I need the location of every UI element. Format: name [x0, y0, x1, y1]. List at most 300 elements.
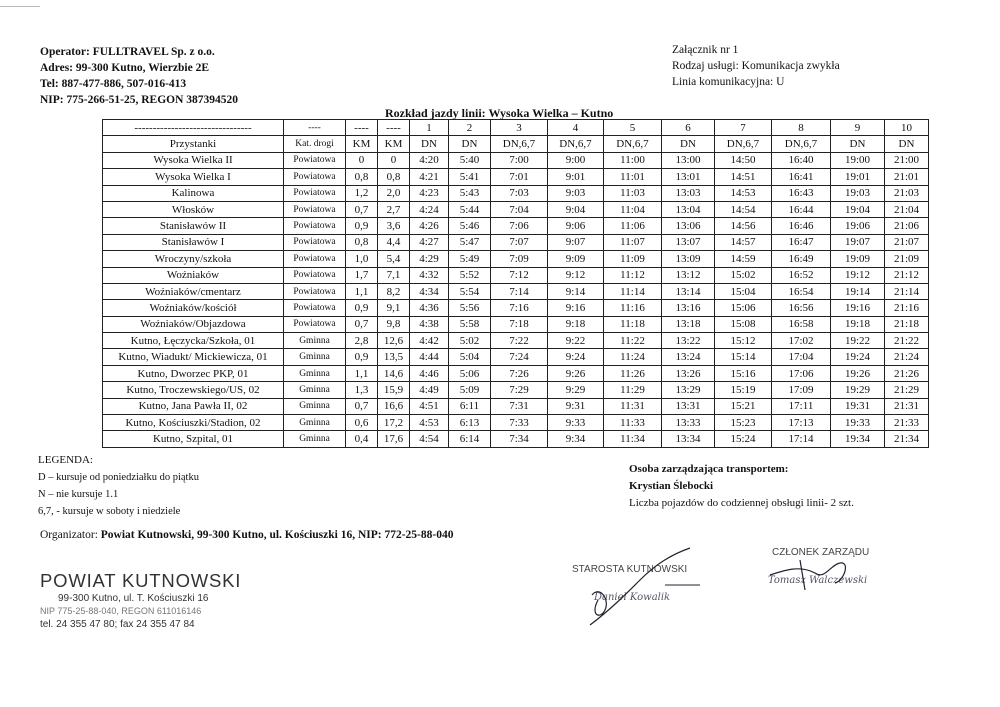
- distance-cell: KM: [378, 136, 410, 152]
- annex-info: [672, 42, 840, 90]
- departure-cell: 13:06: [662, 218, 715, 234]
- departure-cell: 7:06: [491, 218, 548, 234]
- departure-cell: 4:32: [410, 267, 449, 283]
- departure-cell: 9:09: [548, 251, 604, 267]
- signature-name: Tomasz Walczewski: [768, 575, 868, 586]
- distance-cell: 1,2: [346, 185, 378, 201]
- departure-cell: 5:09: [449, 382, 491, 398]
- departure-cell: 5:46: [449, 218, 491, 234]
- departure-cell: 9:14: [548, 283, 604, 299]
- departure-cell: 16:44: [772, 201, 831, 217]
- departure-cell: 11:07: [604, 234, 662, 250]
- departure-cell: 19:29: [831, 382, 885, 398]
- legend: [38, 452, 199, 520]
- departure-cell: 13:26: [662, 365, 715, 381]
- road-category-cell: Powiatowa: [284, 267, 346, 283]
- table-row: [103, 300, 929, 316]
- departure-cell: 15:19: [715, 382, 772, 398]
- departure-cell: 3: [491, 120, 548, 136]
- departure-cell: 21:09: [885, 251, 929, 267]
- legend-item: 6,7, - kursuje w soboty i niedziele: [38, 506, 181, 517]
- departure-cell: 21:03: [885, 185, 929, 201]
- departure-cell: 14:50: [715, 152, 772, 168]
- departure-cell: 4:38: [410, 316, 449, 332]
- departure-cell: 19:06: [831, 218, 885, 234]
- table-row: [103, 169, 929, 185]
- distance-cell: ----: [346, 120, 378, 136]
- departure-cell: 13:34: [662, 431, 715, 447]
- departure-cell: 16:58: [772, 316, 831, 332]
- departure-cell: 9:34: [548, 431, 604, 447]
- distance-cell: 13,5: [378, 349, 410, 365]
- departure-cell: 21:01: [885, 169, 929, 185]
- departure-cell: 9: [831, 120, 885, 136]
- distance-cell: 0,7: [346, 201, 378, 217]
- departure-cell: 7:26: [491, 365, 548, 381]
- departure-cell: 19:31: [831, 398, 885, 414]
- road-category-cell: Kat. drogi: [284, 136, 346, 152]
- departure-cell: 19:09: [831, 251, 885, 267]
- departure-cell: 14:57: [715, 234, 772, 250]
- departure-cell: 7:03: [491, 185, 548, 201]
- organizer-value: Powiat Kutnowski, 99-300 Kutno, ul. Kościuszki 16, NIP: 772-25-88-040: [100, 529, 454, 541]
- departure-cell: DN,6,7: [772, 136, 831, 152]
- departure-cell: 7:22: [491, 333, 548, 349]
- road-category-cell: Gminna: [284, 382, 346, 398]
- road-category-cell: Powiatowa: [284, 283, 346, 299]
- road-category-cell: Powiatowa: [284, 218, 346, 234]
- distance-cell: 9,1: [378, 300, 410, 316]
- stop-cell: Woźniaków/kościół: [103, 300, 284, 316]
- departure-cell: 7:14: [491, 283, 548, 299]
- departure-cell: 4:26: [410, 218, 449, 234]
- manager-name: Krystian Ślebocki: [629, 480, 714, 492]
- departure-cell: 4:34: [410, 283, 449, 299]
- road-category-cell: Powiatowa: [284, 234, 346, 250]
- departure-cell: 11:18: [604, 316, 662, 332]
- distance-cell: 0,8: [346, 234, 378, 250]
- table-row: [103, 283, 929, 299]
- distance-cell: 0,9: [346, 300, 378, 316]
- stop-cell: Woźniaków/cmentarz: [103, 283, 284, 299]
- departure-cell: 4:36: [410, 300, 449, 316]
- departure-cell: 19:18: [831, 316, 885, 332]
- distance-cell: KM: [346, 136, 378, 152]
- departure-cell: 21:34: [885, 431, 929, 447]
- departure-cell: 9:12: [548, 267, 604, 283]
- departure-cell: 5:04: [449, 349, 491, 365]
- departure-cell: 16:49: [772, 251, 831, 267]
- departure-cell: 4:23: [410, 185, 449, 201]
- departure-cell: 8: [772, 120, 831, 136]
- table-row: [103, 316, 929, 332]
- board-member-signature: [760, 535, 910, 605]
- departure-cell: 17:13: [772, 415, 831, 431]
- distance-cell: 12,6: [378, 333, 410, 349]
- departure-cell: 19:03: [831, 185, 885, 201]
- distance-cell: 2,0: [378, 185, 410, 201]
- departure-cell: 21:00: [885, 152, 929, 168]
- departure-cell: DN: [662, 136, 715, 152]
- departure-cell: 21:31: [885, 398, 929, 414]
- schedule-title: Rozkład jazdy linii: Wysoka Wielka – Kutno: [385, 106, 614, 120]
- road-category-cell: Gminna: [284, 415, 346, 431]
- signature-name: Daniel Kowalik: [594, 592, 671, 603]
- departure-cell: 16:41: [772, 169, 831, 185]
- departure-cell: 4:27: [410, 234, 449, 250]
- departure-cell: 2: [449, 120, 491, 136]
- departure-cell: 21:06: [885, 218, 929, 234]
- departure-cell: 1: [410, 120, 449, 136]
- starosta-signature: [570, 540, 720, 630]
- departure-cell: 15:08: [715, 316, 772, 332]
- distance-cell: 0,6: [346, 415, 378, 431]
- departure-cell: 4:21: [410, 169, 449, 185]
- stop-cell: Kalinowa: [103, 185, 284, 201]
- distance-cell: 3,6: [378, 218, 410, 234]
- departure-cell: 16:56: [772, 300, 831, 316]
- departure-cell: 6:13: [449, 415, 491, 431]
- stamp-address: 99-300 Kutno, ul. T. Kościuszki 16: [58, 593, 209, 604]
- departure-cell: 9:07: [548, 234, 604, 250]
- departure-cell: 13:16: [662, 300, 715, 316]
- road-category-cell: Powiatowa: [284, 152, 346, 168]
- departure-cell: 21:07: [885, 234, 929, 250]
- distance-cell: 1,1: [346, 283, 378, 299]
- distance-cell: 1,3: [346, 382, 378, 398]
- departure-cell: 9:24: [548, 349, 604, 365]
- departure-cell: 13:33: [662, 415, 715, 431]
- departure-cell: 21:24: [885, 349, 929, 365]
- departure-cell: 9:06: [548, 218, 604, 234]
- departure-cell: 21:18: [885, 316, 929, 332]
- departure-cell: 7:09: [491, 251, 548, 267]
- departure-cell: 11:01: [604, 169, 662, 185]
- departure-cell: 7:04: [491, 201, 548, 217]
- departure-cell: 15:24: [715, 431, 772, 447]
- departure-cell: 17:14: [772, 431, 831, 447]
- departure-cell: 16:47: [772, 234, 831, 250]
- departure-cell: 7:24: [491, 349, 548, 365]
- distance-cell: 8,2: [378, 283, 410, 299]
- departure-cell: 5:02: [449, 333, 491, 349]
- table-row: [103, 152, 929, 168]
- departure-cell: 19:04: [831, 201, 885, 217]
- departure-cell: 11:03: [604, 185, 662, 201]
- departure-cell: 13:31: [662, 398, 715, 414]
- departure-cell: 9:16: [548, 300, 604, 316]
- departure-cell: 11:00: [604, 152, 662, 168]
- departure-cell: 11:16: [604, 300, 662, 316]
- departure-cell: 19:01: [831, 169, 885, 185]
- departure-cell: DN: [885, 136, 929, 152]
- stop-cell: Kutno, Dworzec PKP, 01: [103, 365, 284, 381]
- departure-cell: DN,6,7: [491, 136, 548, 152]
- road-category-cell: Powiatowa: [284, 201, 346, 217]
- departure-cell: 11:31: [604, 398, 662, 414]
- departure-cell: 21:26: [885, 365, 929, 381]
- departure-cell: 4:51: [410, 398, 449, 414]
- vehicle-count: Liczba pojazdów do codziennej obsługi linii- 2 szt.: [629, 497, 854, 509]
- departure-cell: 13:22: [662, 333, 715, 349]
- departure-cell: 17:09: [772, 382, 831, 398]
- distance-cell: 17,2: [378, 415, 410, 431]
- departure-cell: DN: [449, 136, 491, 152]
- distance-cell: 9,8: [378, 316, 410, 332]
- departure-cell: 17:06: [772, 365, 831, 381]
- departure-cell: 5:41: [449, 169, 491, 185]
- departure-cell: 7:12: [491, 267, 548, 283]
- departure-cell: 15:23: [715, 415, 772, 431]
- stop-cell: Kutno, Szpital, 01: [103, 431, 284, 447]
- departure-cell: 4:20: [410, 152, 449, 168]
- departure-cell: 6:14: [449, 431, 491, 447]
- departure-cell: 11:04: [604, 201, 662, 217]
- road-category-cell: Gminna: [284, 431, 346, 447]
- organizer-label: Organizator:: [40, 529, 98, 541]
- departure-cell: 7:34: [491, 431, 548, 447]
- departure-cell: 5: [604, 120, 662, 136]
- departure-cell: 16:54: [772, 283, 831, 299]
- departure-cell: 15:21: [715, 398, 772, 414]
- table-row: [103, 349, 929, 365]
- distance-cell: 0,7: [346, 316, 378, 332]
- departure-cell: 19:26: [831, 365, 885, 381]
- legend-item: N – nie kursuje 1.1: [38, 489, 119, 500]
- table-row: [103, 398, 929, 414]
- departure-cell: 5:40: [449, 152, 491, 168]
- stamp-ids: NIP 775-25-88-040, REGON 611016146: [40, 606, 202, 616]
- departure-cell: 5:44: [449, 201, 491, 217]
- organizer-info: [40, 529, 453, 541]
- departure-cell: 9:29: [548, 382, 604, 398]
- departure-cell: 21:33: [885, 415, 929, 431]
- distance-cell: 5,4: [378, 251, 410, 267]
- departure-cell: DN,6,7: [604, 136, 662, 152]
- signature-stamp-label: CZŁONEK ZARZĄDU: [772, 547, 870, 558]
- distance-cell: 15,9: [378, 382, 410, 398]
- departure-cell: 5:54: [449, 283, 491, 299]
- departure-cell: 13:12: [662, 267, 715, 283]
- departure-cell: 13:04: [662, 201, 715, 217]
- header-row: [103, 136, 929, 152]
- departure-cell: 11:06: [604, 218, 662, 234]
- distance-cell: 16,6: [378, 398, 410, 414]
- departure-cell: DN: [410, 136, 449, 152]
- table-row: [103, 218, 929, 234]
- departure-cell: 11:14: [604, 283, 662, 299]
- departure-cell: 9:31: [548, 398, 604, 414]
- departure-cell: 15:02: [715, 267, 772, 283]
- stamp-name: POWIAT KUTNOWSKI: [40, 570, 242, 591]
- distance-cell: 0,9: [346, 218, 378, 234]
- distance-cell: 2,7: [378, 201, 410, 217]
- road-category-cell: Gminna: [284, 349, 346, 365]
- table-row: [103, 431, 929, 447]
- departure-cell: 11:33: [604, 415, 662, 431]
- table-row: [103, 333, 929, 349]
- timetable-body: [103, 120, 929, 448]
- line-name: Linia komunikacyjna: U: [672, 76, 785, 88]
- stop-cell: Wysoka Wielka II: [103, 152, 284, 168]
- distance-cell: 0: [378, 152, 410, 168]
- departure-cell: 19:33: [831, 415, 885, 431]
- operator-nip: NIP: 775-266-51-25, REGON 387394520: [40, 94, 239, 106]
- transport-manager: [629, 461, 854, 512]
- departure-cell: 13:29: [662, 382, 715, 398]
- operator-phone: Tel: 887-477-886, 507-016-413: [40, 78, 187, 90]
- timetable: [102, 119, 929, 448]
- departure-cell: 7:29: [491, 382, 548, 398]
- departure-cell: 10: [885, 120, 929, 136]
- distance-cell: 17,6: [378, 431, 410, 447]
- stop-cell: Kutno, Troczewskiego/US, 02: [103, 382, 284, 398]
- stop-cell: --------------------------------: [103, 120, 284, 136]
- stamp-phone: tel. 24 355 47 80; fax 24 355 47 84: [40, 619, 195, 630]
- departure-cell: 13:14: [662, 283, 715, 299]
- road-category-cell: Powiatowa: [284, 251, 346, 267]
- departure-cell: 4:46: [410, 365, 449, 381]
- departure-cell: 13:00: [662, 152, 715, 168]
- departure-cell: 14:51: [715, 169, 772, 185]
- distance-cell: 14,6: [378, 365, 410, 381]
- stop-cell: Stanisławów I: [103, 234, 284, 250]
- departure-cell: 4:29: [410, 251, 449, 267]
- distance-cell: 0: [346, 152, 378, 168]
- manager-title: Osoba zarządzająca transportem:: [629, 463, 789, 475]
- departure-cell: 19:14: [831, 283, 885, 299]
- departure-cell: 7:01: [491, 169, 548, 185]
- departure-cell: 5:49: [449, 251, 491, 267]
- operator-name: Operator: FULLTRAVEL Sp. z o.o.: [40, 46, 215, 58]
- departure-cell: 21:16: [885, 300, 929, 316]
- departure-cell: 7:16: [491, 300, 548, 316]
- departure-cell: 14:53: [715, 185, 772, 201]
- departure-cell: 16:43: [772, 185, 831, 201]
- departure-cell: 19:07: [831, 234, 885, 250]
- operator-info: [40, 44, 238, 108]
- stop-cell: Wysoka Wielka I: [103, 169, 284, 185]
- departure-cell: 11:26: [604, 365, 662, 381]
- departure-cell: 11:12: [604, 267, 662, 283]
- table-row: [103, 267, 929, 283]
- departure-cell: 13:09: [662, 251, 715, 267]
- road-category-cell: Gminna: [284, 333, 346, 349]
- road-category-cell: Powiatowa: [284, 185, 346, 201]
- stop-cell: Przystanki: [103, 136, 284, 152]
- distance-cell: 0,8: [378, 169, 410, 185]
- stop-cell: Woźniaków: [103, 267, 284, 283]
- departure-cell: 4:42: [410, 333, 449, 349]
- departure-cell: 14:56: [715, 218, 772, 234]
- departure-cell: 17:11: [772, 398, 831, 414]
- table-row: [103, 234, 929, 250]
- departure-cell: 11:09: [604, 251, 662, 267]
- scan-edge-line: [0, 6, 40, 7]
- stop-cell: Kutno, Łęczycka/Szkoła, 01: [103, 333, 284, 349]
- stop-cell: Wroczyny/szkoła: [103, 251, 284, 267]
- operator-address: Adres: 99-300 Kutno, Wierzbie 2E: [40, 62, 209, 74]
- departure-cell: 9:26: [548, 365, 604, 381]
- table-row: [103, 185, 929, 201]
- departure-cell: 4: [548, 120, 604, 136]
- departure-cell: 11:24: [604, 349, 662, 365]
- departure-cell: 7:33: [491, 415, 548, 431]
- departure-cell: 16:46: [772, 218, 831, 234]
- signature-stamp-label: STAROSTA KUTNOWSKI: [572, 564, 688, 575]
- distance-cell: 4,4: [378, 234, 410, 250]
- departure-cell: 5:58: [449, 316, 491, 332]
- stop-cell: Kutno, Wiadukt/ Mickiewicza, 01: [103, 349, 284, 365]
- stop-cell: Włosków: [103, 201, 284, 217]
- departure-cell: 9:18: [548, 316, 604, 332]
- stop-cell: Kutno, Kościuszki/Stadion, 02: [103, 415, 284, 431]
- departure-cell: DN,6,7: [548, 136, 604, 152]
- distance-cell: ----: [378, 120, 410, 136]
- departure-cell: 7: [715, 120, 772, 136]
- departure-cell: 13:03: [662, 185, 715, 201]
- departure-cell: 9:00: [548, 152, 604, 168]
- distance-cell: 0,4: [346, 431, 378, 447]
- distance-cell: 0,7: [346, 398, 378, 414]
- departure-cell: 4:49: [410, 382, 449, 398]
- distance-cell: 1,0: [346, 251, 378, 267]
- departure-cell: 9:03: [548, 185, 604, 201]
- departure-cell: 9:01: [548, 169, 604, 185]
- legend-title: LEGENDA:: [38, 454, 93, 466]
- departure-cell: 5:06: [449, 365, 491, 381]
- departure-cell: 7:07: [491, 234, 548, 250]
- departure-cell: 11:29: [604, 382, 662, 398]
- departure-cell: 4:53: [410, 415, 449, 431]
- departure-cell: 21:22: [885, 333, 929, 349]
- departure-cell: 13:01: [662, 169, 715, 185]
- departure-cell: 21:29: [885, 382, 929, 398]
- stop-cell: Woźniaków/Objazdowa: [103, 316, 284, 332]
- departure-cell: 13:07: [662, 234, 715, 250]
- departure-cell: 14:59: [715, 251, 772, 267]
- distance-cell: 7,1: [378, 267, 410, 283]
- service-type: Rodzaj usługi: Komunikacja zwykła: [672, 60, 840, 72]
- county-stamp: [40, 570, 241, 631]
- distance-cell: 1,1: [346, 365, 378, 381]
- road-category-cell: Gminna: [284, 365, 346, 381]
- departure-cell: 4:44: [410, 349, 449, 365]
- departure-cell: 7:18: [491, 316, 548, 332]
- departure-cell: 19:22: [831, 333, 885, 349]
- departure-cell: 19:34: [831, 431, 885, 447]
- departure-cell: 5:43: [449, 185, 491, 201]
- departure-cell: 15:12: [715, 333, 772, 349]
- departure-cell: 13:18: [662, 316, 715, 332]
- departure-cell: 5:47: [449, 234, 491, 250]
- departure-cell: DN: [831, 136, 885, 152]
- departure-cell: 7:31: [491, 398, 548, 414]
- annex-number: Załącznik nr 1: [672, 44, 739, 56]
- departure-cell: 16:52: [772, 267, 831, 283]
- road-category-cell: ----: [284, 120, 346, 136]
- table-row: [103, 201, 929, 217]
- departure-cell: 17:04: [772, 349, 831, 365]
- departure-cell: 9:22: [548, 333, 604, 349]
- stop-cell: Stanisławów II: [103, 218, 284, 234]
- departure-cell: 6: [662, 120, 715, 136]
- departure-cell: 5:52: [449, 267, 491, 283]
- departure-cell: 19:00: [831, 152, 885, 168]
- departure-cell: 15:16: [715, 365, 772, 381]
- table-row: [103, 251, 929, 267]
- departure-cell: 21:14: [885, 283, 929, 299]
